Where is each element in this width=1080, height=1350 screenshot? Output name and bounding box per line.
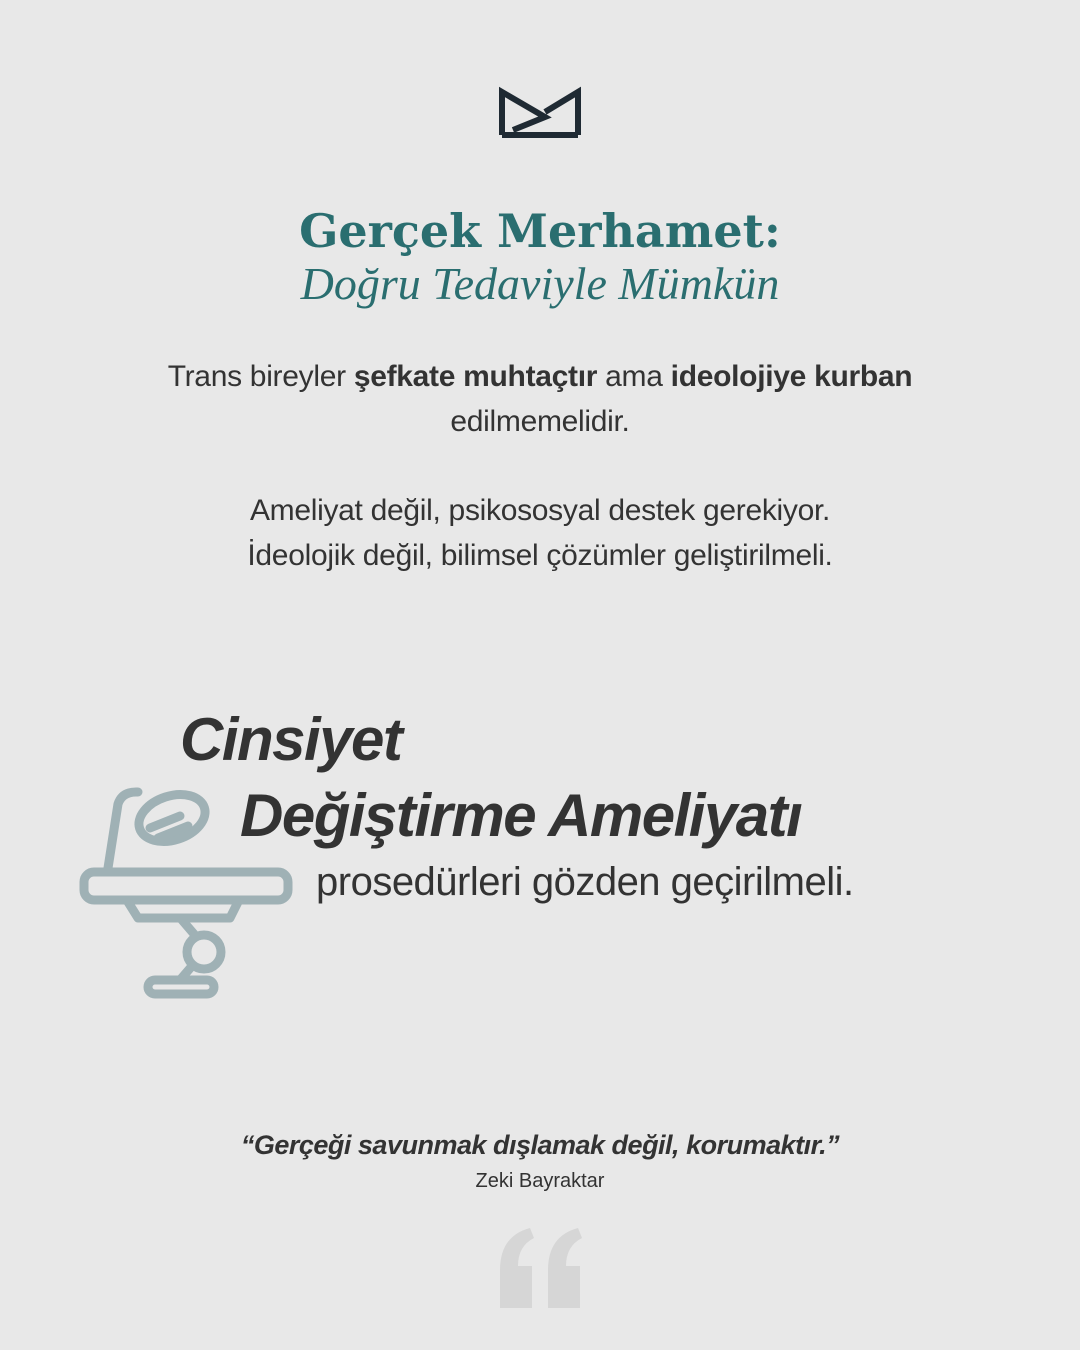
title-line2: Doğru Tedaviyle Mümkün xyxy=(300,258,780,309)
quote-text: “Gerçeği savunmak dışlamak değil, korumaktır.” xyxy=(240,1130,840,1160)
headline-line3: prosedürleri gözden geçirilmeli. xyxy=(316,860,854,904)
paragraph1-line1 xyxy=(0,360,1080,394)
paragraph2-line1: Ameliyat değil, psikososyal destek gerekiyor. xyxy=(249,494,831,527)
paragraph1-bold-a: şefkate muhtaçtır xyxy=(353,360,598,393)
paragraph1-text-a: Trans bireyler xyxy=(167,360,354,393)
headline-line2: Değiştirme Ameliyatı xyxy=(240,782,802,849)
paragraph1-bold-b: ideolojiye kurban xyxy=(670,360,913,393)
title-line1: Gerçek Merhamet: xyxy=(299,204,781,258)
bowtie-logo-icon xyxy=(497,86,583,138)
paragraph2-line2: İdeolojik değil, bilimsel çözümler geliştirilmeli. xyxy=(247,539,833,572)
paragraph1-text-b: ama xyxy=(597,360,671,393)
quote-author: Zeki Bayraktar xyxy=(475,1170,605,1192)
quotation-mark-icon xyxy=(496,1226,584,1308)
headline-line1: Cinsiyet xyxy=(180,706,402,773)
paragraph1-line2: edilmemelidir. xyxy=(450,405,630,438)
